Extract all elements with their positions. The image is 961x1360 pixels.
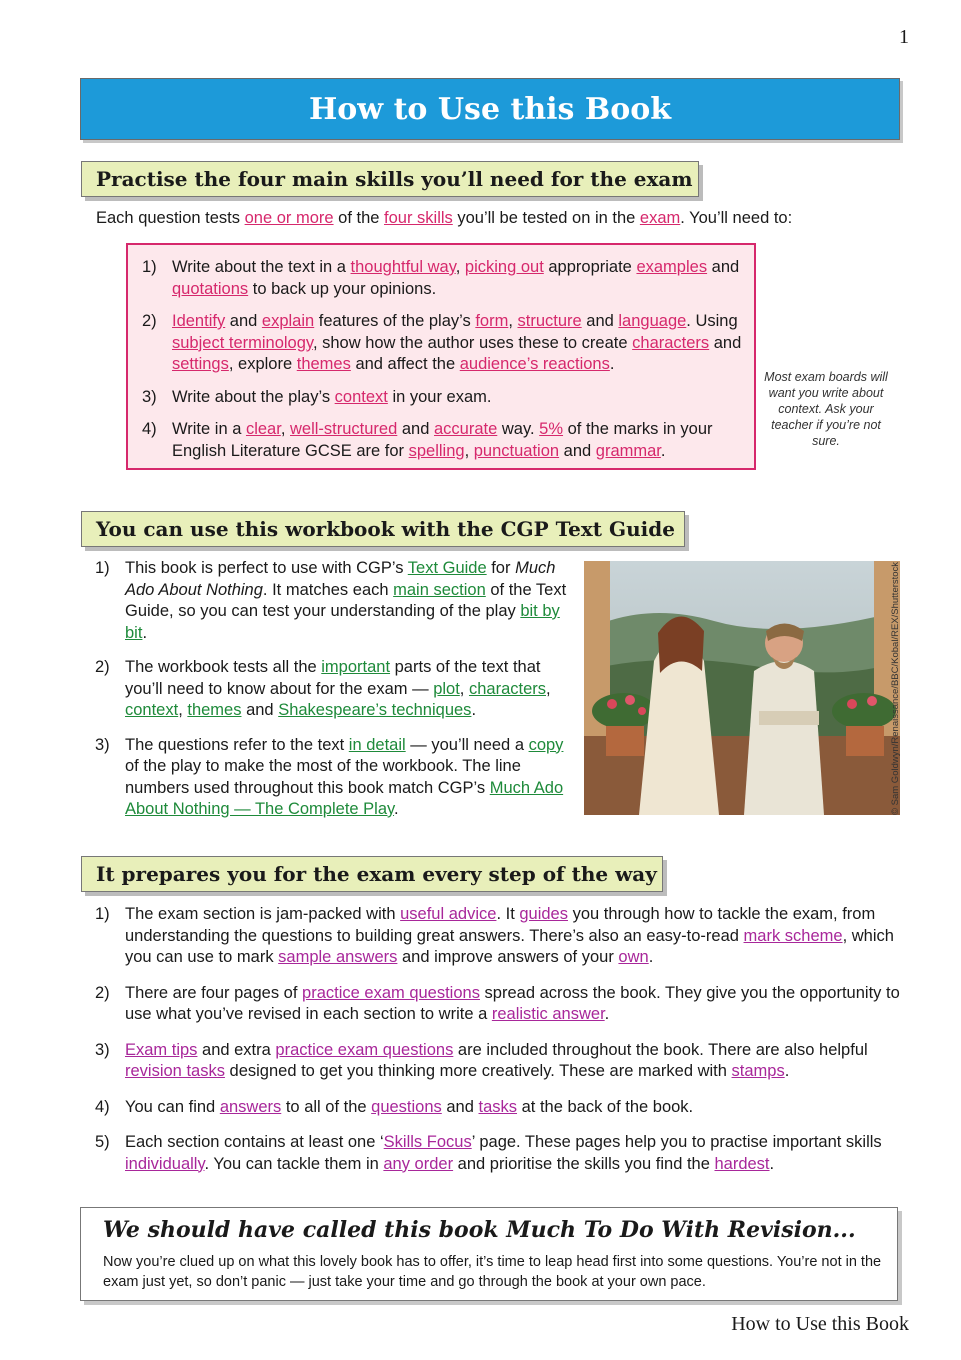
summary-heading: We should have called this book Much To Do With Revision...	[103, 1217, 856, 1243]
section-heading-text-guide: You can use this workbook with the CGP Text Guide	[81, 511, 685, 547]
list-item: 2) Identify and explain features of the play’s form, structure and language. Using subject terminology, show how the author uses these to create characters and settings, explore themes and affect the audience’s reactions.	[142, 312, 742, 373]
list-item: 4) Write in a clear, well-structured and accurate way. 5% of the marks in your English Literature GCSE are for spelling, punctuation and grammar.	[142, 420, 713, 460]
page-number: 1	[899, 26, 909, 48]
text-guide-list	[81, 558, 576, 821]
list-item: 1) This book is perfect to use with CGP’s Text Guide for Much Ado About Nothing. It matches each main section of the Text Guide, so you can test your understanding of the play bit by bit.	[95, 559, 567, 642]
list-item: 2) There are four pages of practice exam questions spread across the book. They give you the opportunity to use what you’ve revised in each section to write a realistic answer.	[95, 983, 900, 1023]
side-note: Most exam boards will want you write about context. Ask your teacher if you’re not sure.	[764, 370, 888, 448]
footer-title: How to Use this Book	[731, 1313, 909, 1335]
emphasis-four-skills: four skills	[384, 209, 453, 227]
section-heading-skills: Practise the four main skills you’ll need for the exam	[81, 161, 699, 197]
summary-text: Now you’re clued up on what this lovely book has to offer, it’s time to leap head first into some questions. You’re not in the exam just yet, so don’t panic — just take your time and go through the book at your own pace.	[103, 1254, 882, 1290]
list-item: 2) The workbook tests all the important parts of the text that you’ll need to know about for the exam — plot, characters, context, themes and Shakespeare’s techniques.	[95, 658, 551, 719]
list-item: 3) Write about the play’s context in your exam.	[142, 387, 492, 406]
list-item: 3) Exam tips and extra practice exam questions are included throughout the book. There are also helpful revision tasks designed to get you thinking more creatively. These are marked with stamps.	[95, 1040, 868, 1080]
page-title: How to Use this Book	[80, 78, 900, 140]
play-scene-photo	[584, 561, 900, 815]
emphasis-exam: exam	[639, 209, 681, 227]
skills-list	[128, 257, 746, 462]
list-item: 5) Each section contains at least one ‘Skills Focus’ page. These pages help you to practise important skills individually. You can tackle them in any order and prioritise the skills you find the hardest.	[95, 1133, 882, 1173]
list-item: 4) You can find answers to all of the questions and tasks at the back of the book.	[95, 1097, 694, 1116]
list-item: 1) Write about the text in a thoughtful way, picking out appropriate examples and quotations to back up your opinions.	[142, 258, 740, 298]
section-heading-exam-prep: It prepares you for the exam every step of the way	[81, 856, 663, 892]
skills-intro: Each question tests one or more of the four skills you’ll be tested on in the exam. You’ll need to:	[96, 209, 793, 227]
photo-credit: © Sam Goldwyn/Renaissance/BBC/Kobal/REX/Shutterstock	[890, 561, 901, 815]
list-item: 3) The questions refer to the text in detail — you’ll need a copy of the play to make the most of the workbook. The line numbers used throughout this book match CGP’s Much Ado About Nothing — The Complete Play.	[95, 735, 564, 818]
skills-box	[126, 243, 756, 470]
exam-prep-list	[81, 904, 901, 1175]
emphasis-one-or-more: one or more	[244, 209, 334, 227]
summary-box	[80, 1207, 898, 1301]
list-item: 1) The exam section is jam-packed with useful advice. It guides you through how to tackle the exam, from understanding the questions to building great answers. There’s also an easy-to-read mark scheme, which you can use to mark sample answers and improve answers of your own.	[95, 905, 894, 966]
photo-illustration	[584, 561, 900, 815]
